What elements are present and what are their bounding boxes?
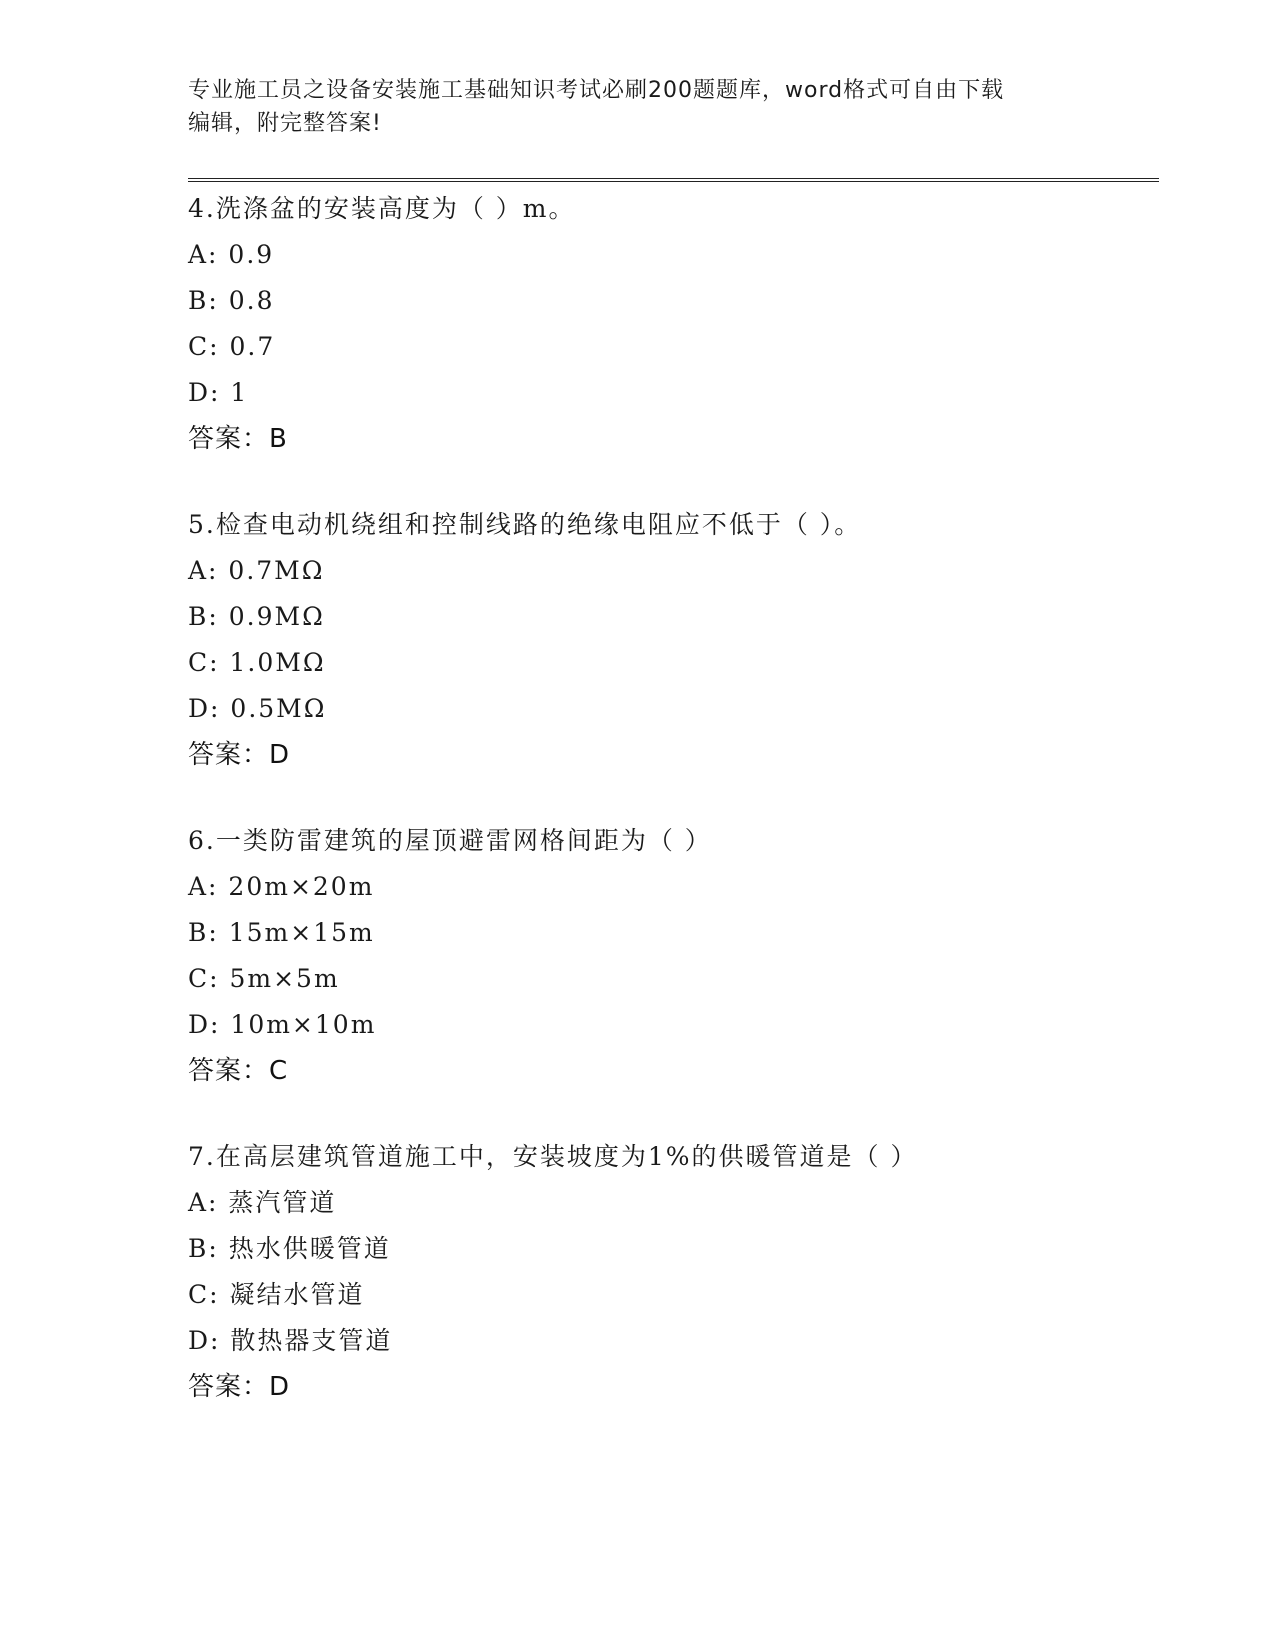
question-5 (188, 502, 1148, 778)
option-c: C: 5m×5m (188, 964, 340, 993)
option-b: B: 0.8 (188, 286, 275, 315)
header-divider (188, 178, 1159, 182)
answer-label: 答案：C (188, 1056, 289, 1086)
option-a: A: 20m×20m (188, 872, 375, 901)
answer-label: 答案：D (188, 1372, 291, 1402)
question-7 (188, 1134, 1148, 1410)
option-d: D: 0.5MΩ (188, 694, 327, 723)
question-stem: 7.在高层建筑管道施工中，安装坡度为1%的供暖管道是（ ） (188, 1142, 918, 1171)
option-d: D: 散热器支管道 (188, 1326, 393, 1355)
option-d: D: 1 (188, 378, 249, 407)
header-line-1: 专业施工员之设备安装施工基础知识考试必刷200题题库，word格式可自由下载 (188, 78, 1005, 103)
option-b: B: 热水供暖管道 (188, 1234, 391, 1263)
question-6 (188, 818, 1148, 1094)
option-a: A: 0.9 (188, 240, 275, 269)
question-4 (188, 186, 1148, 462)
header-line-2: 编辑，附完整答案! (188, 111, 382, 136)
option-b: B: 15m×15m (188, 918, 375, 947)
question-stem: 4.洗涤盆的安装高度为（ ）m。 (188, 194, 576, 223)
option-b: B: 0.9MΩ (188, 602, 325, 631)
option-c: C: 1.0MΩ (188, 648, 326, 677)
document-header (188, 74, 1088, 140)
option-c: C: 0.7 (188, 332, 276, 361)
answer-label: 答案：D (188, 740, 291, 770)
option-d: D: 10m×10m (188, 1010, 377, 1039)
question-stem: 5.检查电动机绕组和控制线路的绝缘电阻应不低于（ ）。 (188, 510, 862, 539)
option-a: A: 0.7MΩ (188, 556, 325, 585)
answer-label: 答案：B (188, 424, 288, 454)
option-a: A: 蒸汽管道 (188, 1188, 337, 1217)
option-c: C: 凝结水管道 (188, 1280, 365, 1309)
question-stem: 6.一类防雷建筑的屋顶避雷网格间距为（ ） (188, 826, 712, 855)
